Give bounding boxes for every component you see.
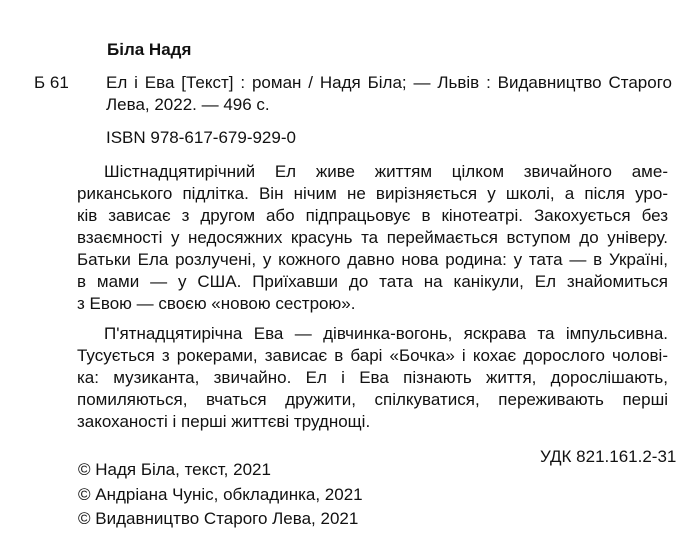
annotation-p1-line: Батьки Ела розлучені, у кожного давно нова родина: у тата — в Україні, — [77, 250, 668, 269]
annotation-p1-line: ків зависає з другом або підпрацьовує в кінотеатрі. Закохується без — [77, 206, 668, 225]
annotation-p1-line: з Евою — своєю «новою сестрою». — [77, 294, 356, 313]
annotation-p2-line: помиляються, вчаться дружити, спілкуватися, переживають перші — [77, 390, 668, 409]
annotation-p1-line: Шістнадцятирічний Ел живе життям цілком звичайного аме- — [104, 162, 668, 181]
copyright-line: © Видавництво Старого Лева, 2021 — [78, 509, 359, 528]
annotation-p1-line: взаємності у недосяжних красунь та переймається вступом до універу. — [77, 228, 668, 247]
biblio-line-2: Лева, 2022. — 496 с. — [106, 95, 270, 114]
copyright-line: © Надя Біла, текст, 2021 — [78, 460, 271, 479]
annotation-p2-line: ка: музиканта, звичайно. Ел і Ева пізнають життя, дорослішають, — [77, 368, 668, 387]
annotation-p1-line: в мами — у США. Приїхавши до тата на канікули, Ел знайомиться — [77, 272, 668, 291]
annotation-p1-line: риканського підлітка. Він нічим не вирізняється у школі, а після уро- — [77, 184, 668, 203]
annotation-p2-line: закоханості і перші життєві труднощі. — [77, 412, 371, 431]
annotation-p2-line: П'ятнадцятирічна Ева — дівчинка-вогонь, яскрава та імпульсивна. — [104, 324, 668, 343]
shelf-code: Б 61 — [34, 73, 69, 92]
udc-code: УДК 821.161.2-31 — [540, 447, 677, 466]
copyright-line: © Андріана Чуніс, обкладинка, 2021 — [78, 485, 363, 504]
isbn: ISBN 978-617-679-929-0 — [106, 128, 296, 147]
author-heading: Біла Надя — [107, 40, 192, 59]
annotation-p2-line: Тусується з рокерами, зависає в барі «Бочка» і кохає дорослого чолові- — [77, 346, 668, 365]
biblio-line-1: Ел і Ева [Текст] : роман / Надя Біла; — Львів : Видавництво Старого — [106, 73, 672, 92]
